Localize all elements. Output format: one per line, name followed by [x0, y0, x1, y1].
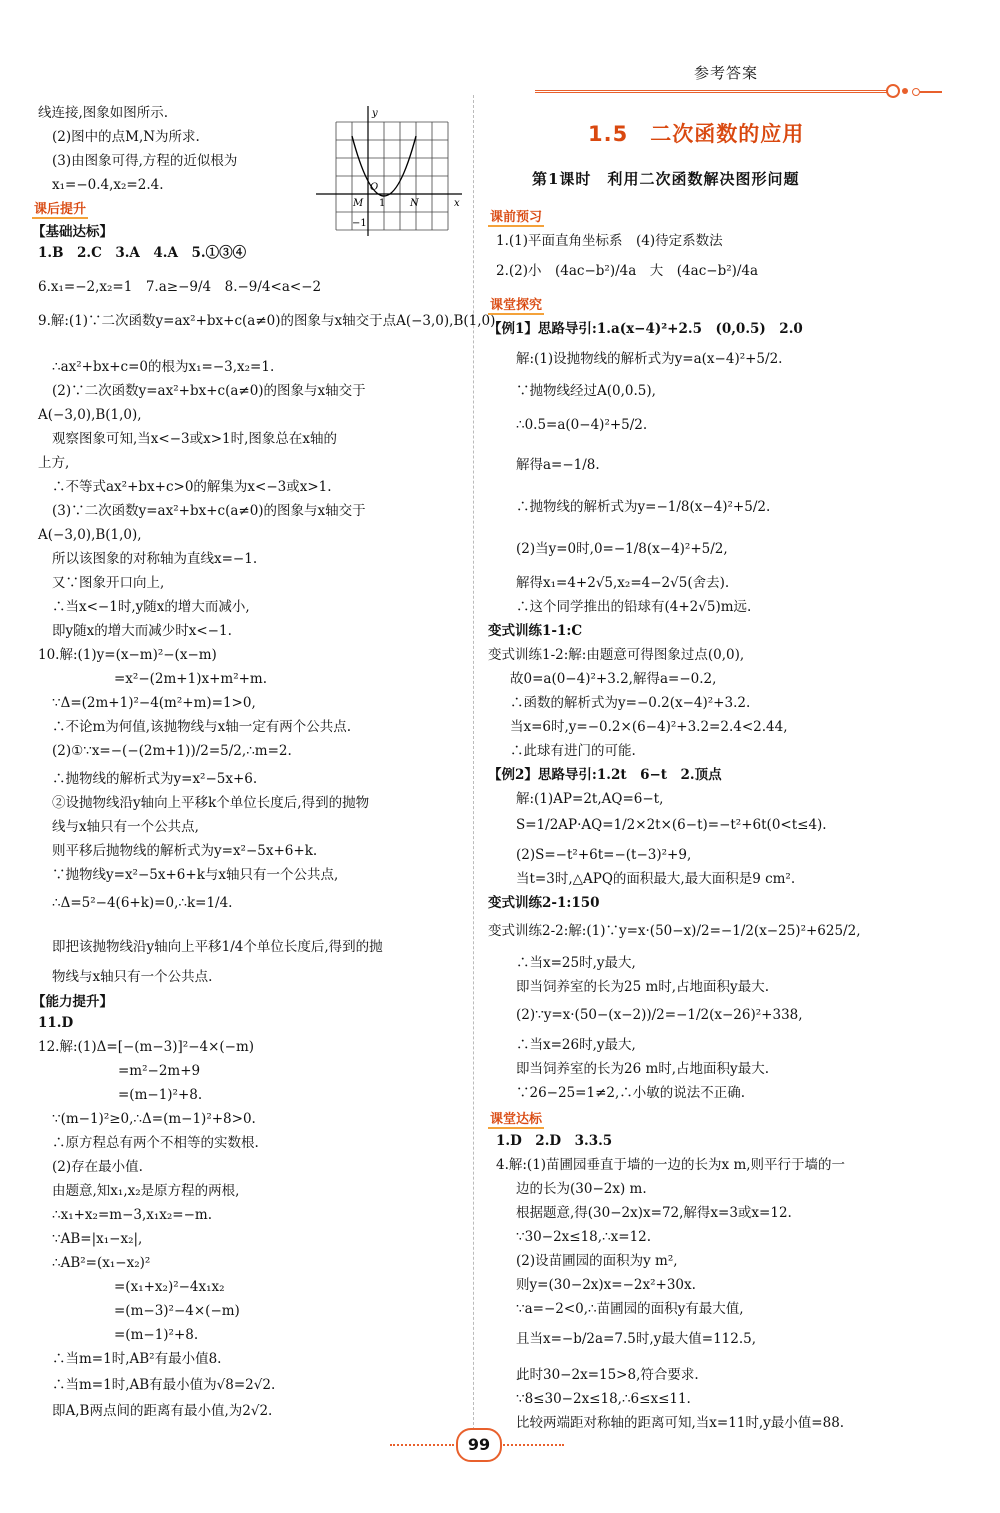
text-line: 变式训练1-2:解:由题意可得图象过点(0,0),	[488, 647, 745, 663]
header-title: 参考答案	[694, 64, 759, 82]
text-line: ∴此球有进门的可能.	[510, 743, 636, 759]
text-line: ∵8≤30−2x≤18,∴6≤x≤11.	[516, 1391, 691, 1407]
graph-tick-neg1: −1	[352, 218, 367, 229]
section-label-nengli: 【能力提升】	[32, 994, 113, 1010]
text-line: ∴不等式ax²+bx+c>0的解集为x<−3或x>1.	[52, 479, 332, 495]
text-line: 且当x=−b/2a=7.5时,y最大值=112.5,	[516, 1331, 757, 1347]
footer-dots-left	[390, 1444, 454, 1446]
text-line: 边的长为(30−2x) m.	[516, 1181, 647, 1197]
text-line: 线连接,图象如图所示.	[38, 105, 169, 121]
text-line: ∵Δ=(2m+1)²−4(m²+m)=1>0,	[52, 695, 256, 711]
text-line: ∴当x<−1时,y随x的增大而减小,	[52, 599, 250, 615]
text-line: ∴ax²+bx+c=0的根为x₁=−3,x₂=1.	[52, 359, 275, 375]
text-line: 即把该抛物线沿y轴向上平移1/4个单位长度后,得到的抛	[52, 939, 383, 955]
answer-line: 6.x₁=−2,x₂=1 7.a≥−9/4 8.−9/4<a<−2	[38, 279, 322, 295]
text-line: ∴AB²=(x₁−x₂)²	[52, 1255, 151, 1271]
text-line: ∴当x=25时,y最大,	[516, 955, 636, 971]
text-line: 即当饲养室的长为25 m时,占地面积y最大.	[516, 979, 769, 995]
section-title: 1.5 二次函数的应用	[588, 122, 805, 146]
text-line: =(m−1)²+8.	[118, 1087, 203, 1103]
section-label-keqian: 课前预习	[488, 206, 544, 227]
text-line: 解得x₁=4+2√5,x₂=4−2√5(舍去).	[516, 575, 730, 591]
text-line: 上方,	[38, 455, 70, 471]
text-line: 根据题意,得(30−2x)x=72,解得x=3或x=12.	[516, 1205, 792, 1221]
text-line: ∵AB=|x₁−x₂|,	[52, 1231, 143, 1247]
header-rule-end	[920, 91, 942, 93]
answer-line: 1.B 2.C 3.A 4.A 5.①③④	[38, 245, 247, 261]
graph-y-label: y	[372, 108, 378, 119]
text-line: ∴当x=26时,y最大,	[516, 1037, 636, 1053]
text-line: A(−3,0),B(1,0),	[38, 407, 142, 423]
text-line: ∴当m=1时,AB有最小值为√8=2√2.	[52, 1377, 276, 1393]
example-line: 【例1】思路导引:1.a(x−4)²+2.5 (0,0.5) 2.0	[488, 321, 803, 337]
text-line: ∵26−25=1≠2,∴小敏的说法不正确.	[516, 1085, 746, 1101]
text-line: 解得a=−1/8.	[516, 457, 600, 473]
text-line: (2)图中的点M,N为所求.	[52, 129, 200, 145]
text-line: 解:(1)AP=2t,AQ=6−t,	[516, 791, 664, 807]
column-divider	[473, 95, 474, 1435]
text-line: =(m−3)²−4×(−m)	[114, 1303, 240, 1319]
graph-m-label: M	[353, 198, 364, 209]
text-line: ∴这个同学推出的铅球有(4+2√5)m远.	[516, 599, 752, 615]
text-line: ∴0.5=a(0−4)²+5/2.	[516, 417, 648, 433]
text-line: 由题意,知x₁,x₂是原方程的两根,	[52, 1183, 240, 1199]
text-line: (2)设苗圃园的面积为y m²,	[516, 1253, 678, 1269]
footer-dots-right	[500, 1444, 564, 1446]
page-number-badge	[456, 1428, 502, 1462]
answer-line: 1.D 2.D 3.3.5	[496, 1133, 613, 1149]
text-line: =m²−2m+9	[118, 1063, 201, 1079]
text-line: (2)∵y=x·(50−(x−2))/2=−1/2(x−26)²+338,	[516, 1007, 803, 1023]
text-line: 当t=3时,△APQ的面积最大,最大面积是9 cm².	[516, 871, 796, 887]
graph-n-label: N	[410, 198, 419, 209]
text-line: ∴函数的解析式为y=−0.2(x−4)²+3.2.	[510, 695, 751, 711]
text-line: 观察图象可知,当x<−3或x>1时,图象总在x轴的	[52, 431, 338, 447]
text-line: 变式训练2-2:解:(1)∵y=x·(50−x)/2=−1/2(x−25)²+625/2,	[488, 923, 861, 939]
text-line: ∵(m−1)²≥0,∴Δ=(m−1)²+8>0.	[52, 1111, 256, 1127]
practice-line: 变式训练1-1:C	[488, 623, 583, 639]
text-line: 2.(2)小 (4ac−b²)/4a 大 (4ac−b²)/4a	[496, 263, 759, 279]
graph-tick-1: 1	[379, 198, 386, 209]
text-line: (2)当y=0时,0=−1/8(x−4)²+5/2,	[516, 541, 728, 557]
header-ornament-icon	[886, 84, 900, 98]
text-line: 物线与x轴只有一个公共点.	[52, 969, 213, 985]
text-line: 10.解:(1)y=(x−m)²−(x−m)	[38, 647, 217, 663]
text-line: 则y=(30−2x)x=−2x²+30x.	[516, 1277, 696, 1293]
section-label-kehou: 课后提升	[32, 198, 88, 219]
text-line: A(−3,0),B(1,0),	[38, 527, 142, 543]
text-line: =(x₁+x₂)²−4x₁x₂	[114, 1279, 225, 1295]
text-line: ∵抛物线经过A(0,0.5),	[516, 383, 656, 399]
header-ornament-icon	[912, 88, 920, 96]
text-line: (2)S=−t²+6t=−(t−3)²+9,	[516, 847, 692, 863]
text-line: (3)∵二次函数y=ax²+bx+c(a≠0)的图象与x轴交于	[52, 503, 366, 519]
text-line: (2)①∵x=−(−(2m+1))/2=5/2,∴m=2.	[52, 743, 292, 759]
text-line: 则平移后抛物线的解析式为y=x²−5x+6+k.	[52, 843, 318, 859]
graph-x-label: x	[454, 198, 460, 209]
text-line: 解:(1)设抛物线的解析式为y=a(x−4)²+5/2.	[516, 351, 783, 367]
practice-line: 变式训练2-1:150	[488, 895, 600, 911]
header-rule	[535, 90, 887, 93]
text-line: 9.解:(1)∵二次函数y=ax²+bx+c(a≠0)的图象与x轴交于点A(−3,0),B(1,0),	[38, 313, 500, 329]
header-ornament-icon	[902, 88, 908, 94]
text-line: 即A,B两点间的距离有最小值,为2√2.	[52, 1403, 273, 1419]
section-label-tanjiu: 课堂探究	[488, 294, 544, 315]
text-line: (2)存在最小值.	[52, 1159, 143, 1175]
text-line: (3)由图象可得,方程的近似根为	[52, 153, 238, 169]
text-line: 1.(1)平面直角坐标系 (4)待定系数法	[496, 233, 723, 249]
text-line: 故0=a(0−4)²+3.2,解得a=−0.2,	[510, 671, 717, 687]
text-line: ∵a=−2<0,∴苗圃园的面积y有最大值,	[516, 1301, 744, 1317]
text-line: 即当饲养室的长为26 m时,占地面积y最大.	[516, 1061, 769, 1077]
text-line: 当x=6时,y=−0.2×(6−4)²+3.2=2.4<2.44,	[510, 719, 788, 735]
text-line: 比较两端距对称轴的距离可知,当x=11时,y最小值=88.	[516, 1415, 845, 1431]
text-line: ∴抛物线的解析式为y=x²−5x+6.	[52, 771, 258, 787]
text-line: 此时30−2x=15>8,符合要求.	[516, 1367, 699, 1383]
section-label-jichu: 【基础达标】	[32, 224, 113, 240]
text-line: 12.解:(1)Δ=[−(m−3)]²−4×(−m)	[38, 1039, 255, 1055]
text-line: ∵抛物线y=x²−5x+6+k与x轴只有一个公共点,	[52, 867, 339, 883]
text-line: 所以该图象的对称轴为直线x=−1.	[52, 551, 258, 567]
text-line: S=1/2AP·AQ=1/2×2t×(6−t)=−t²+6t(0<t≤4).	[516, 817, 827, 833]
text-line: ∴当m=1时,AB²有最小值8.	[52, 1351, 222, 1367]
text-line: x₁=−0.4,x₂=2.4.	[52, 177, 164, 193]
text-line: ②设抛物线沿y轴向上平移k个单位长度后,得到的抛物	[52, 795, 370, 811]
text-line: 4.解:(1)苗圃园垂直于墙的一边的长为x m,则平行于墙的一	[496, 1157, 846, 1173]
example-line: 【例2】思路导引:1.2t 6−t 2.顶点	[488, 767, 722, 783]
parabola-graph	[316, 106, 464, 238]
text-line: ∴x₁+x₂=m−3,x₁x₂=−m.	[52, 1207, 213, 1223]
text-line: ∴Δ=5²−4(6+k)=0,∴k=1/4.	[52, 895, 233, 911]
text-line: =(m−1)²+8.	[114, 1327, 199, 1343]
text-line: ∴不论m为何值,该抛物线与x轴一定有两个公共点.	[52, 719, 351, 735]
text-line: ∴抛物线的解析式为y=−1/8(x−4)²+5/2.	[516, 499, 771, 515]
text-line: ∴原方程总有两个不相等的实数根.	[52, 1135, 259, 1151]
lesson-title: 第1课时 利用二次函数解决图形问题	[532, 170, 800, 188]
text-line: 即y随x的增大而减少时x<−1.	[52, 623, 232, 639]
text-line: =x²−(2m+1)x+m²+m.	[114, 671, 268, 687]
text-line: 线与x轴只有一个公共点,	[52, 819, 199, 835]
graph-origin-label: O	[370, 182, 379, 193]
section-label-dabiao: 课堂达标	[488, 1108, 544, 1129]
text-line: 又∵图象开口向上,	[52, 575, 165, 591]
page-number: 99	[467, 1435, 491, 1454]
text-line: (2)∵二次函数y=ax²+bx+c(a≠0)的图象与x轴交于	[52, 383, 366, 399]
text-line: ∵30−2x≤18,∴x=12.	[516, 1229, 652, 1245]
answer-line: 11.D	[38, 1015, 74, 1031]
